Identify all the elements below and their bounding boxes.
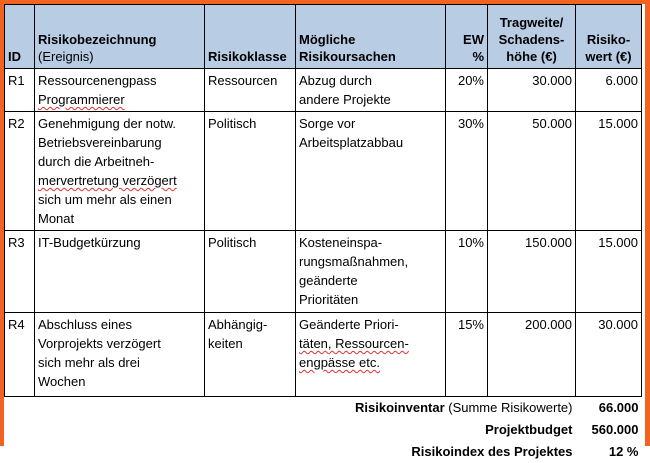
summary-label-index: Risikoindex des Projektes xyxy=(411,444,573,459)
header-row xyxy=(5,5,642,69)
header-risikowert: Risiko- wert (€) xyxy=(576,5,642,69)
cell-tragweite: 150.000 xyxy=(488,231,576,313)
cell-ew: 15% xyxy=(446,313,488,397)
cell-ew: 30% xyxy=(446,112,488,231)
risk-table xyxy=(4,4,642,463)
cell-risikoklasse: Politisch xyxy=(205,112,296,231)
header-id: ID xyxy=(5,5,35,69)
cell-risikobezeichnung: Genehmigung der notw. Betriebsvereinbarung durch die Arbeitneh- mervertretung verzögert sich um mehr als einen Monat xyxy=(35,112,205,231)
table-row xyxy=(5,112,642,231)
cell-risikoursachen: Sorge vor Arbeitsplatzabbau xyxy=(296,112,446,231)
header-risikoklasse: Risikoklasse xyxy=(205,5,296,69)
cell-ew: 20% xyxy=(446,69,488,112)
summary-row-index xyxy=(5,441,642,463)
cell-risikowert: 6.000 xyxy=(576,69,642,112)
cell-id: R1 xyxy=(5,69,35,112)
summary-row-budget xyxy=(5,419,642,441)
cell-risikobezeichnung: Abschluss eines Vorprojekts verzögert sich mehr als drei Wochen xyxy=(35,313,205,397)
cell-tragweite: 50.000 xyxy=(488,112,576,231)
cell-risikoklasse: Politisch xyxy=(205,231,296,313)
table-row xyxy=(5,69,642,112)
header-risikoursachen: Mögliche Risikoursachen xyxy=(296,5,446,69)
cell-risikobezeichnung: Ressourcenengpass Programmierer xyxy=(35,69,205,112)
header-ew: EW % xyxy=(446,5,488,69)
header-tragweite: Tragweite/ Schadens- höhe (€) xyxy=(488,5,576,69)
cell-risikowert: 30.000 xyxy=(576,313,642,397)
cell-risikobezeichnung: IT-Budgetkürzung xyxy=(35,231,205,313)
table-row xyxy=(5,313,642,397)
cell-risikowert: 15.000 xyxy=(576,231,642,313)
header-risikobezeichnung: Risikobezeichnung (Ereignis) xyxy=(35,5,205,69)
table-row xyxy=(5,231,642,313)
cell-tragweite: 30.000 xyxy=(488,69,576,112)
summary-row-inventar xyxy=(5,397,642,420)
summary-label-inventar: Risikoinventar (Summe Risikowerte) xyxy=(355,400,573,415)
cell-risikowert: 15.000 xyxy=(576,112,642,231)
cell-risikoursachen: Geänderte Priori- täten, Ressourcen- engpässe etc. xyxy=(296,313,446,397)
cell-tragweite: 200.000 xyxy=(488,313,576,397)
summary-value-budget: 560.000 xyxy=(591,422,639,437)
cell-ew: 10% xyxy=(446,231,488,313)
cell-id: R2 xyxy=(5,112,35,231)
summary-value-inventar: 66.000 xyxy=(598,400,639,415)
cell-id: R4 xyxy=(5,313,35,397)
cell-risikoklasse: Abhängig- keiten xyxy=(205,313,296,397)
summary-label-budget: Projektbudget xyxy=(485,422,573,437)
summary-value-index: 12 % xyxy=(608,444,639,459)
cell-risikoursachen: Kosteneinspa- rungsmaßnahmen, geänderte Prioritäten xyxy=(296,231,446,313)
cell-id: R3 xyxy=(5,231,35,313)
cell-risikoklasse: Ressourcen xyxy=(205,69,296,112)
cell-risikoursachen: Abzug durch andere Projekte xyxy=(296,69,446,112)
